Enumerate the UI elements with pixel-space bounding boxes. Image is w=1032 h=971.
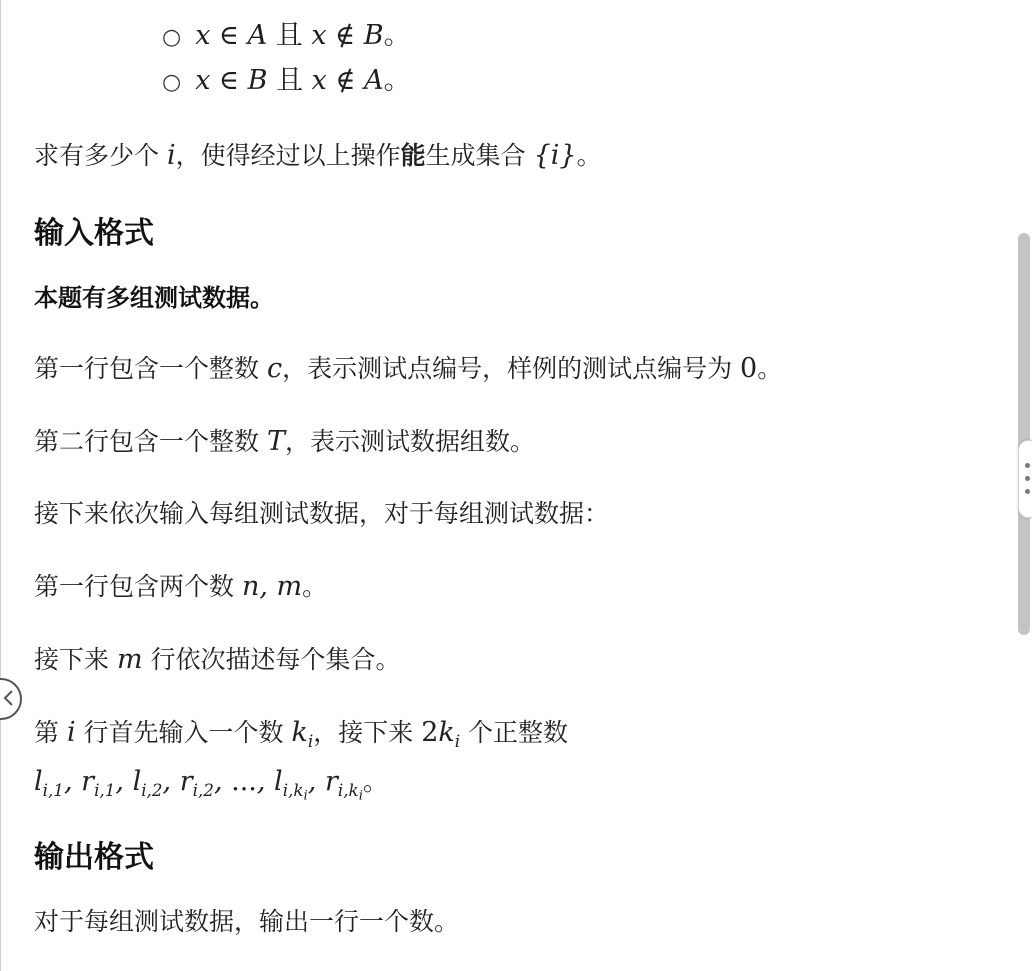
input-line-5 [34, 643, 401, 677]
line-end: 。 [362, 767, 388, 796]
output-format-heading: 输出格式 [34, 840, 154, 875]
line-text: 行依次描述每个集合。 [142, 645, 401, 674]
math-sub: i,2 [141, 779, 163, 800]
math-l: l [274, 766, 283, 797]
math-sub [282, 779, 308, 804]
line-text: 行首先输入一个数 [75, 718, 292, 747]
math-sub: i,1 [42, 779, 64, 800]
math-k: k [291, 717, 308, 748]
math-in: ∈ [219, 20, 240, 51]
input-line-3: 接下来依次输入每组测试数据，对于每组测试数据： [34, 499, 610, 528]
question-bold: 能 [400, 141, 426, 170]
math-subsub: i [358, 788, 363, 804]
math-set: B [247, 65, 268, 96]
question-text [34, 139, 602, 173]
text-and: 且 [275, 20, 303, 51]
math-n-m: n, m [241, 571, 303, 602]
math-i: i [66, 717, 76, 748]
line-text: ，接下来 [313, 718, 422, 747]
math-k: k [438, 717, 455, 748]
collapse-panel-button[interactable] [0, 678, 22, 720]
math-k-i [291, 717, 314, 751]
math-sub [337, 779, 363, 804]
math-notin: ∉ [335, 20, 356, 51]
math-set: B [363, 20, 384, 51]
math-subsub: i [303, 788, 308, 804]
output-line-1: 对于每组测试数据，输出一行一个数。 [34, 907, 460, 936]
math-dots: ... [231, 766, 257, 797]
input-line-7 [34, 765, 388, 804]
line-end: 。 [302, 572, 328, 601]
text-and: 且 [276, 65, 304, 96]
math-r: r [179, 766, 193, 797]
line-text: ，表示测试点编号，样例的测试点编号为 [282, 354, 741, 383]
math-r: r [81, 766, 95, 797]
line-text: 第一行包含两个数 [34, 572, 242, 601]
math-i: i [166, 140, 176, 171]
math-set-i: {i} [533, 140, 577, 171]
bullet-condition-2 [162, 64, 411, 100]
math-sub-text: i,k [337, 779, 359, 800]
line-text: 第 [34, 718, 67, 747]
math-x: x [311, 20, 327, 51]
math-l: l [132, 766, 142, 797]
math-notin: ∉ [335, 65, 356, 96]
chevron-left-icon [2, 689, 14, 707]
input-format-heading: 输入格式 [34, 216, 154, 251]
math-c: c [266, 353, 283, 384]
line-text: 第一行包含一个整数 [34, 354, 267, 383]
drag-handle-icon [1025, 463, 1030, 468]
math-sub: i,2 [192, 779, 214, 800]
side-drag-handle[interactable] [1018, 440, 1032, 518]
drag-handle-icon [1025, 489, 1030, 494]
math-sub-text: i,k [282, 779, 304, 800]
math-set: A [364, 65, 384, 96]
math-r: r [324, 766, 338, 797]
input-line-4 [34, 570, 327, 604]
math-k-i [438, 717, 461, 751]
math-m: m [116, 644, 143, 675]
math-in: ∈ [219, 65, 240, 96]
line-text: ，表示测试数据组数。 [284, 427, 535, 456]
text-period: 。 [383, 65, 411, 96]
math-sub: i,1 [94, 779, 116, 800]
page-left-border [0, 0, 1, 971]
line-text: 接下来 [34, 645, 117, 674]
input-line-6 [34, 716, 568, 750]
input-line-2 [34, 425, 535, 459]
math-x: x [195, 65, 211, 96]
question-post: 生成集合 [425, 141, 534, 170]
drag-handle-icon [1025, 476, 1030, 481]
math-set: A [247, 20, 268, 51]
line-end: 。 [757, 354, 783, 383]
question-mid: ，使得经过以上操作 [175, 141, 401, 170]
scrollbar-thumb[interactable] [1018, 233, 1030, 635]
line-text: 个正整数 [460, 718, 569, 747]
math-zero: 0 [740, 353, 758, 384]
question-pre: 求有多少个 [34, 141, 167, 170]
multi-test-note: 本题有多组测试数据。 [34, 284, 274, 312]
math-l: l [34, 766, 43, 797]
math-T: T [266, 426, 285, 457]
bullet-circle-icon: ○ [162, 70, 182, 95]
question-end: 。 [576, 141, 602, 170]
line-text: 第二行包含一个整数 [34, 427, 267, 456]
math-sub: i [307, 730, 314, 751]
math-x: x [311, 65, 327, 96]
math-two: 2 [421, 717, 439, 748]
input-line-1 [34, 352, 782, 386]
bullet-circle-icon: ○ [162, 25, 182, 50]
bullet-condition-1 [162, 19, 411, 55]
text-period: 。 [383, 20, 411, 51]
math-sequence: $l_{i,1}$, $r_{i,1}$, $l_{i,2}$, $r_{i,2}$, ..., $l_{i,k_i}$, $r_{i,k_i}$ [34, 766, 363, 804]
math-sub: i [454, 730, 461, 751]
math-x: x [195, 20, 211, 51]
